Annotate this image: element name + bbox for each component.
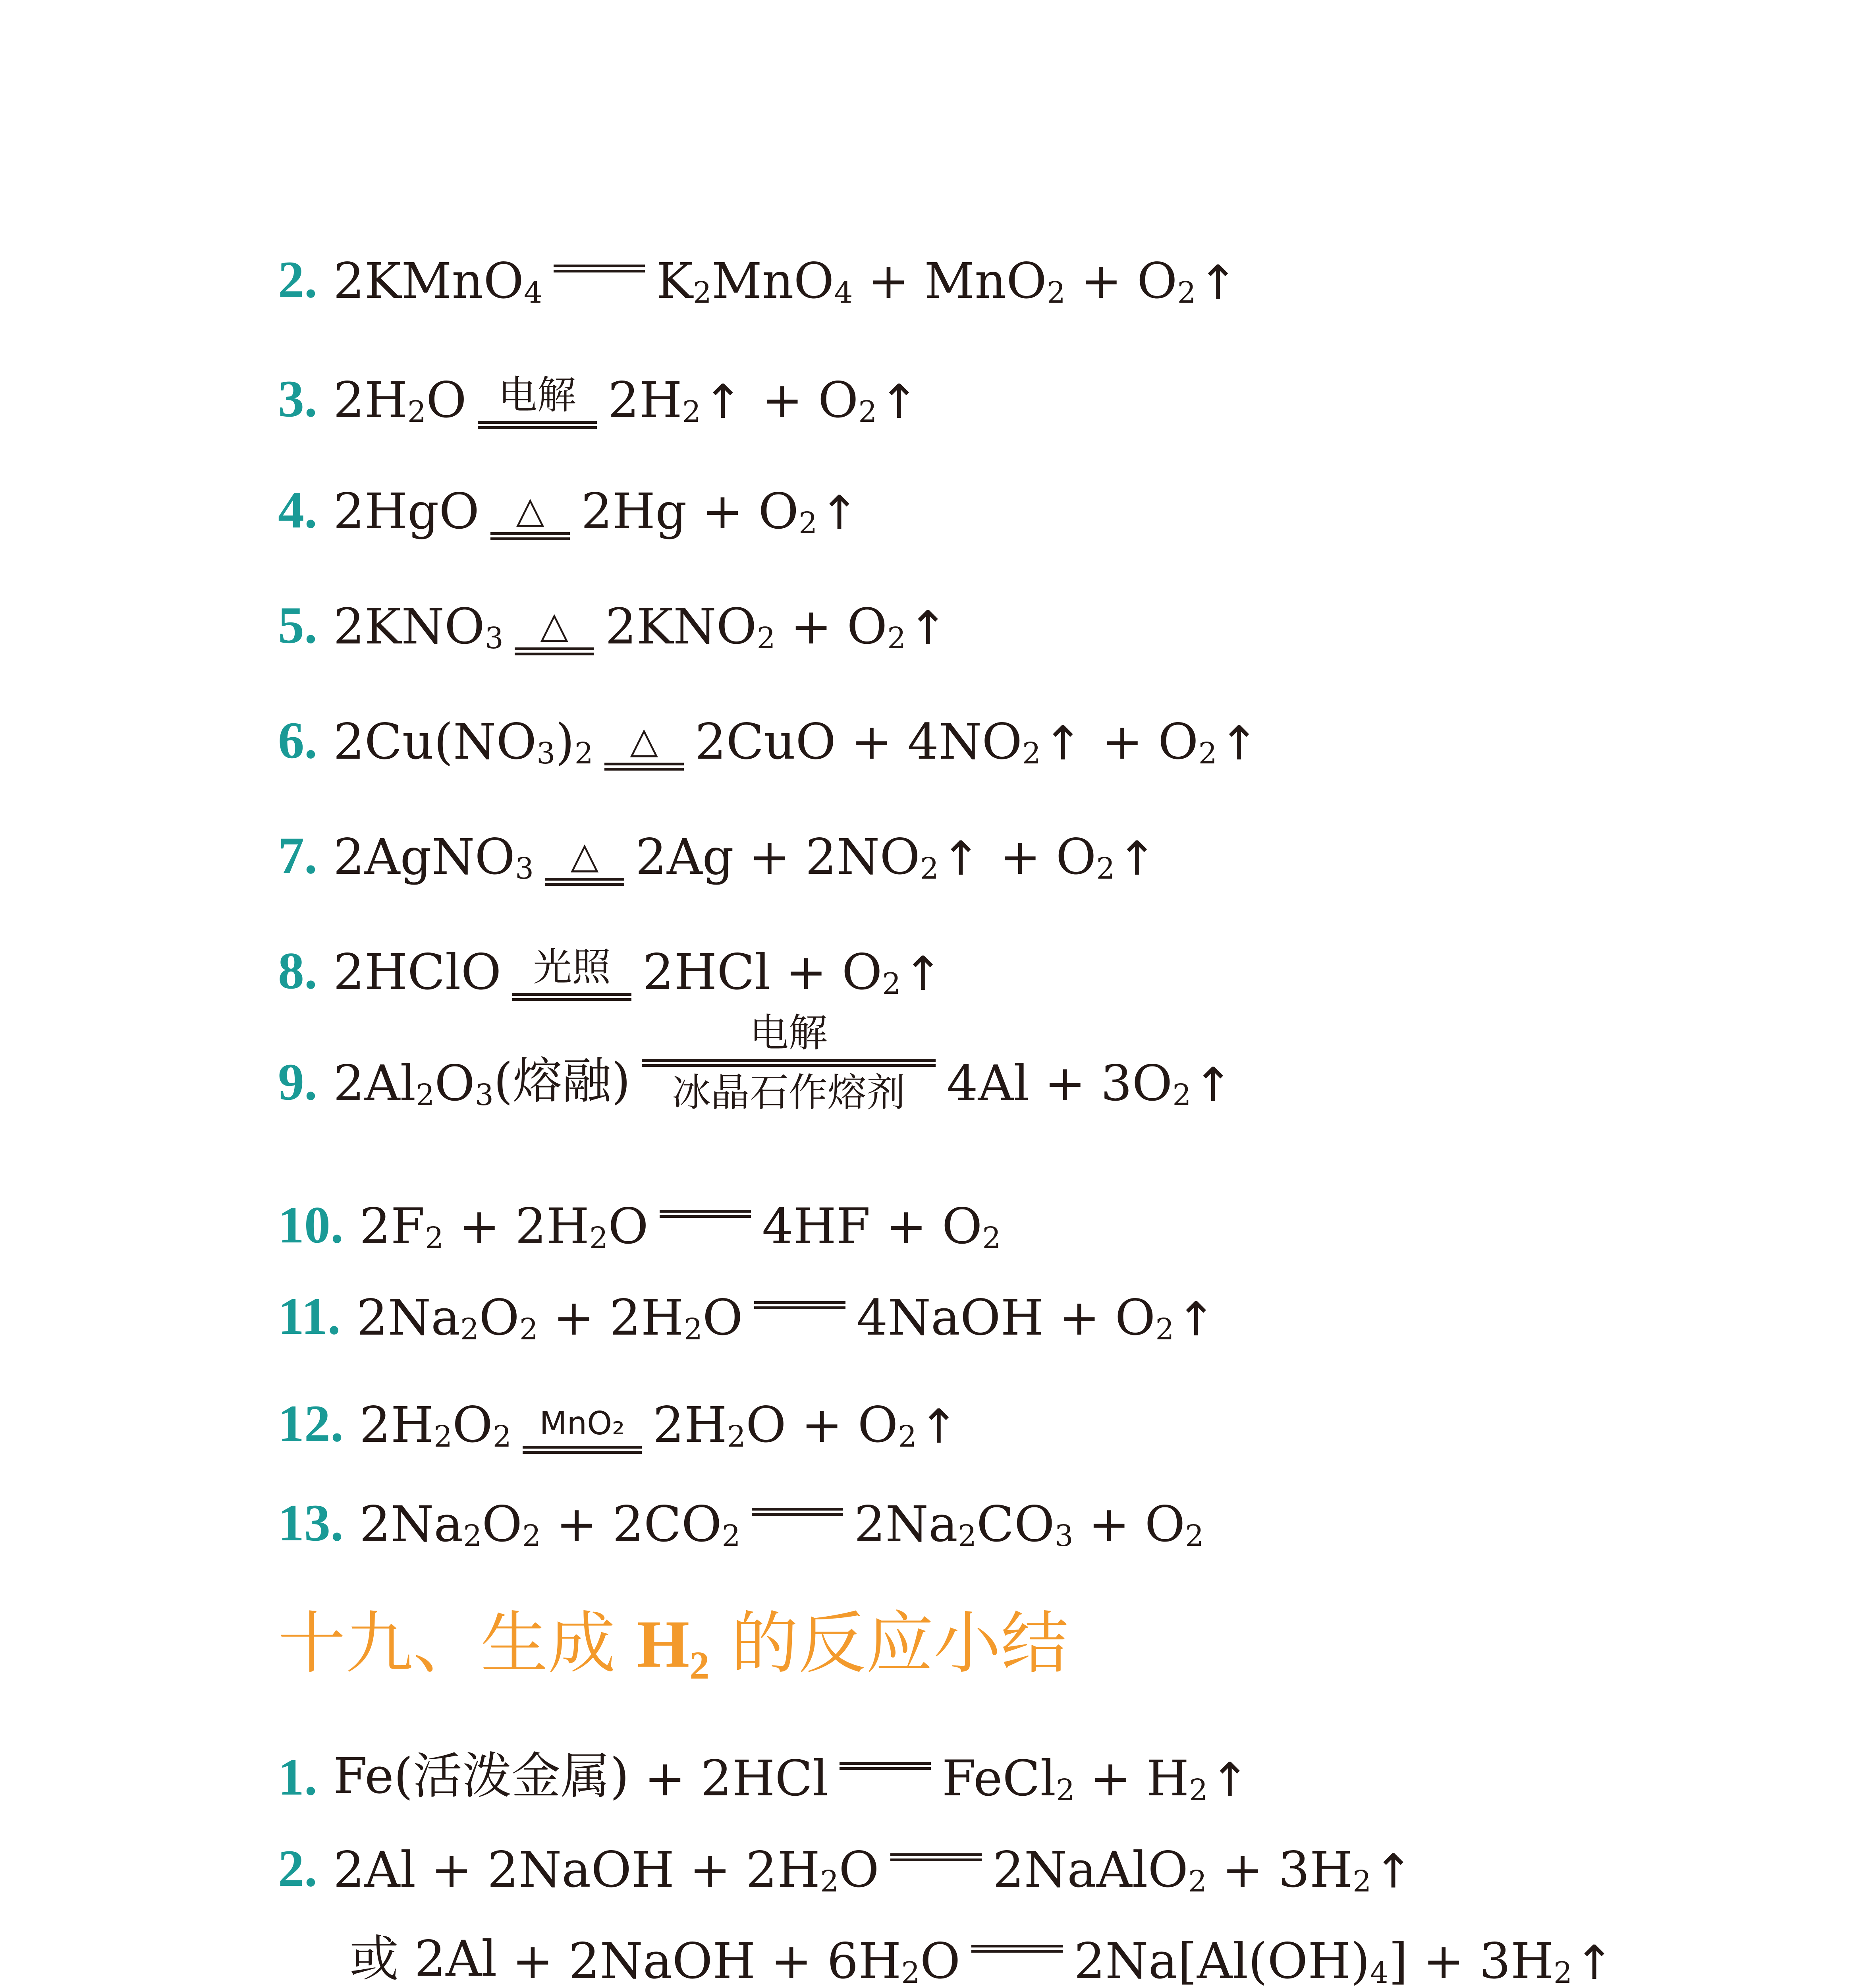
formula-text: O — [857, 1397, 898, 1454]
formula-text: 2H — [333, 372, 408, 429]
plus-sign: + — [1088, 1496, 1130, 1553]
equation-number: 2. — [278, 1839, 317, 1897]
subscript: 2 — [982, 1221, 1001, 1255]
reaction-condition: 电解 — [498, 373, 576, 418]
formula-text: 2Na[Al(OH) — [1074, 1933, 1370, 1986]
subscript: 2 — [1189, 1773, 1208, 1807]
equation-number: 5. — [278, 596, 317, 654]
equation-number: 11. — [278, 1287, 341, 1345]
gas-arrow-icon: ↑ — [908, 601, 948, 655]
section-heading-h2 — [278, 1589, 1068, 1688]
subscript: 2 — [1096, 852, 1115, 886]
formula-text: FeCl — [942, 1750, 1056, 1807]
subscript: 2 — [683, 1312, 703, 1347]
formula-text: O — [479, 1289, 519, 1347]
formula-text: ) — [555, 713, 575, 771]
reaction-sign — [554, 265, 645, 272]
gas-arrow-icon: ↑ — [1117, 831, 1157, 886]
gas-arrow-icon: ↑ — [1374, 1844, 1413, 1899]
equation-number: 9. — [278, 1053, 317, 1111]
formula-text: MnO — [711, 253, 834, 310]
formula-text: O — [1056, 829, 1096, 886]
reaction-sign — [512, 945, 631, 1001]
gas-arrow-icon: ↑ — [703, 374, 743, 429]
subscript: 2 — [522, 1519, 541, 1553]
equals-bars — [515, 647, 594, 655]
subscript: 2 — [1155, 1312, 1174, 1347]
equation-number: 3. — [278, 369, 317, 428]
equation-line — [278, 1819, 1417, 1899]
plus-sign: + — [553, 1289, 594, 1347]
plus-sign: + — [512, 1933, 554, 1986]
formula-text: 4Al — [946, 1055, 1029, 1112]
equals-bars — [478, 421, 597, 429]
plus-sign: + — [749, 829, 790, 886]
plus-sign: + — [1080, 253, 1122, 310]
plus-sign: + — [556, 1496, 598, 1553]
equation-number: 12. — [278, 1394, 344, 1453]
gas-arrow-icon: ↑ — [1176, 1292, 1216, 1347]
formula-text: 4NO — [907, 713, 1023, 771]
heat-condition-icon: △ — [516, 489, 544, 531]
heading-formula-sub: 2 — [689, 1643, 710, 1687]
formula-text: O — [452, 1397, 493, 1454]
formula-text: 2H — [515, 1198, 589, 1255]
formula-text: 2NO — [805, 829, 920, 886]
gas-arrow-icon: ↑ — [1210, 1752, 1250, 1807]
formula-text: 2NaOH — [487, 1841, 675, 1899]
equation-line — [278, 1176, 1001, 1255]
plus-sign: + — [790, 598, 832, 655]
subscript: 2 — [887, 621, 906, 655]
formula-text: O — [482, 1496, 523, 1553]
subscript: 2 — [492, 1420, 511, 1454]
formula-text: O — [1115, 1289, 1156, 1347]
subscript: 2 — [898, 1420, 917, 1454]
formula-text: Fe(活泼金属) — [333, 1748, 629, 1805]
formula-text: O — [942, 1198, 982, 1255]
gas-arrow-icon: ↑ — [919, 1399, 959, 1454]
subscript: 2 — [727, 1420, 746, 1454]
reaction-sign — [642, 1010, 936, 1115]
gas-arrow-icon: ↑ — [820, 485, 859, 540]
formula-text: 2Na — [356, 1289, 461, 1347]
subscript: 4 — [524, 276, 543, 310]
plus-sign: + — [999, 829, 1041, 886]
gas-arrow-icon: ↑ — [1043, 716, 1083, 771]
subscript: 2 — [882, 967, 901, 1001]
formula-text: CO — [977, 1496, 1055, 1553]
formula-text: 2KNO — [605, 598, 757, 655]
formula-text: 3H — [1278, 1841, 1353, 1899]
plus-sign: + — [1044, 1055, 1086, 1112]
reaction-sign — [604, 719, 684, 771]
heading-suffix: 的反应小结 — [709, 1604, 1069, 1683]
equals-bars — [490, 532, 570, 540]
equation-number: 4. — [278, 481, 317, 539]
equation-line — [278, 1728, 1253, 1807]
reaction-sign — [545, 834, 624, 886]
formula-text: 3O — [1100, 1055, 1173, 1112]
heat-condition-icon: △ — [570, 834, 599, 877]
reaction-sign — [971, 1945, 1063, 1953]
formula-text: 2Na — [359, 1496, 463, 1553]
heading-formula: H — [637, 1607, 690, 1681]
formula-text: O — [920, 1933, 961, 1986]
equals-bars — [512, 993, 631, 1001]
subscript: 2 — [901, 1956, 920, 1986]
formula-text: O — [841, 944, 882, 1001]
formula-text: 2HCl — [643, 944, 770, 1001]
equals-bars — [523, 1446, 642, 1454]
formula-text: 2H — [652, 1397, 727, 1454]
plus-sign: + — [1423, 1933, 1465, 1986]
equals-bars — [642, 1059, 936, 1067]
subscript: 2 — [416, 1078, 435, 1112]
equation-line — [278, 1010, 1237, 1115]
plus-sign: + — [644, 1750, 686, 1807]
subscript: 3 — [537, 736, 556, 771]
subscript: 2 — [1188, 1864, 1207, 1899]
formula-text: O — [434, 1055, 475, 1112]
formula-text: 4NaOH — [856, 1289, 1044, 1347]
formula-text: O — [847, 598, 888, 655]
formula-text: 2H — [608, 372, 682, 429]
formula-text: 2KMnO — [333, 253, 524, 310]
equation-number: 2. — [278, 250, 317, 309]
plus-sign: + — [1090, 1750, 1131, 1807]
formula-text: O — [839, 1841, 879, 1899]
subscript: 2 — [858, 395, 877, 429]
subscript: 2 — [799, 506, 818, 540]
equation-line — [278, 461, 863, 540]
reaction-sign — [490, 489, 570, 540]
plus-sign: + — [431, 1841, 473, 1899]
equals-bars — [971, 1945, 1063, 1953]
plus-sign: + — [885, 1198, 927, 1255]
formula-text: 4HF — [762, 1198, 870, 1255]
formula-text: MnO — [924, 253, 1047, 310]
equals-bars — [554, 265, 645, 272]
subscript: 2 — [757, 621, 776, 655]
reaction-sign — [840, 1762, 931, 1770]
equation-number: 7. — [278, 826, 317, 885]
subscript: 2 — [519, 1312, 538, 1347]
plus-sign: + — [459, 1198, 500, 1255]
equals-bars — [660, 1210, 751, 1218]
formula-text: 或 2Al — [349, 1930, 497, 1986]
subscript: 3 — [475, 1078, 494, 1112]
subscript: 2 — [1022, 736, 1041, 771]
plus-sign: + — [801, 1397, 843, 1454]
formula-text: 3H — [1479, 1933, 1554, 1986]
subscript: 2 — [434, 1420, 453, 1454]
formula-text: O — [746, 1397, 786, 1454]
formula-text: O — [426, 372, 467, 429]
formula-text: O — [1158, 713, 1199, 771]
subscript: 3 — [515, 852, 534, 886]
subscript: 2 — [1046, 276, 1065, 310]
formula-text: 2Ag — [635, 829, 734, 886]
formula-text: O — [818, 372, 859, 429]
reaction-condition: 光照 — [533, 945, 611, 990]
reaction-sign — [754, 1301, 845, 1309]
equals-bars — [754, 1301, 845, 1309]
equation-line — [278, 576, 952, 655]
gas-arrow-icon: ↑ — [941, 831, 980, 886]
formula-text: O — [1137, 253, 1177, 310]
formula-text: 2Al — [333, 1841, 416, 1899]
formula-text: 2HClO — [333, 944, 502, 1001]
plus-sign: + — [702, 483, 743, 540]
formula-text: H — [1146, 1750, 1189, 1807]
subscript: 2 — [1554, 1956, 1573, 1986]
subscript: 4 — [1370, 1956, 1389, 1986]
gas-arrow-icon: ↑ — [1193, 1057, 1233, 1112]
formula-text: (熔融) — [493, 1053, 631, 1110]
formula-text: ] — [1388, 1933, 1408, 1986]
formula-text: 2KNO — [333, 598, 485, 655]
equation-number: 1. — [278, 1748, 317, 1806]
plus-sign: + — [851, 713, 892, 771]
equals-bars — [890, 1853, 982, 1861]
subscript: 2 — [589, 1221, 608, 1255]
equation-line — [278, 806, 1160, 886]
gas-arrow-icon: ↑ — [879, 374, 919, 429]
subscript: 2 — [682, 395, 701, 429]
plus-sign: + — [868, 253, 909, 310]
gas-arrow-icon: ↑ — [903, 946, 943, 1001]
equation-number: 10. — [278, 1196, 344, 1254]
formula-text: O — [758, 483, 799, 540]
formula-text: 2HgO — [333, 483, 480, 540]
equation-line — [278, 1374, 962, 1454]
subscript: 2 — [463, 1519, 482, 1553]
subscript: 2 — [1177, 276, 1196, 310]
subscript: 4 — [834, 276, 853, 310]
subscript: 2 — [407, 395, 427, 429]
formula-text: O — [608, 1198, 648, 1255]
formula-text: 2HCl — [701, 1750, 828, 1807]
subscript: 2 — [574, 736, 593, 771]
subscript: 2 — [1056, 1773, 1075, 1807]
reaction-sign — [515, 604, 594, 655]
reaction-sign — [752, 1508, 843, 1516]
subscript: 2 — [820, 1864, 839, 1899]
formula-text: 2H — [609, 1289, 684, 1347]
gas-arrow-icon: ↑ — [1198, 255, 1238, 310]
formula-text: 2H — [746, 1841, 820, 1899]
subscript: 2 — [920, 852, 939, 886]
plus-sign: + — [689, 1841, 731, 1899]
formula-text: 2F — [359, 1198, 425, 1255]
reaction-condition-below: 冰晶石作熔剂 — [672, 1070, 905, 1115]
plus-sign: + — [785, 944, 827, 1001]
subscript: 2 — [425, 1221, 444, 1255]
subscript: 2 — [1353, 1864, 1372, 1899]
plus-sign: + — [1058, 1289, 1100, 1347]
equation-number: 6. — [278, 711, 317, 769]
reaction-sign — [478, 373, 597, 429]
reaction-condition: 电解 — [749, 1010, 828, 1056]
equals-bars — [604, 763, 684, 771]
equation-line — [278, 230, 1241, 310]
formula-text: 2CuO — [695, 713, 836, 771]
equals-bars — [752, 1508, 843, 1516]
subscript: 2 — [693, 276, 712, 310]
subscript: 2 — [1185, 1519, 1204, 1553]
subscript: 2 — [1172, 1078, 1191, 1112]
gas-arrow-icon: ↑ — [1575, 1935, 1614, 1986]
formula-text: 2NaAlO — [992, 1841, 1189, 1899]
formula-text: 2Al — [333, 1055, 416, 1112]
subscript: 3 — [1054, 1519, 1073, 1553]
subscript: 2 — [460, 1312, 479, 1347]
formula-text: 2CO — [612, 1496, 722, 1553]
equals-bars — [545, 878, 624, 886]
formula-text: O — [1145, 1496, 1185, 1553]
subscript: 2 — [957, 1519, 977, 1553]
plus-sign: + — [761, 372, 803, 429]
equation-number: 13. — [278, 1493, 344, 1552]
formula-text: 2NaOH — [568, 1933, 756, 1986]
subscript: 3 — [484, 621, 504, 655]
gas-arrow-icon: ↑ — [1219, 716, 1259, 771]
equation-line — [278, 922, 946, 1001]
formula-text: 2Hg — [581, 483, 687, 540]
formula-text: 2AgNO — [333, 829, 515, 886]
equation-line — [278, 691, 1263, 771]
equals-bars — [840, 1762, 931, 1770]
equation-line — [349, 1911, 1618, 1986]
formula-text: O — [702, 1289, 743, 1347]
formula-text: 6H — [827, 1933, 901, 1986]
reaction-sign — [523, 1405, 642, 1454]
formula-text: 2H — [359, 1397, 434, 1454]
equation-number: 8. — [278, 941, 317, 1000]
formula-text: 2Na — [854, 1496, 958, 1553]
formula-text: K — [656, 253, 693, 310]
formula-text: 2Cu(NO — [333, 713, 537, 771]
equation-line — [278, 1474, 1204, 1553]
reaction-condition: MnO₂ — [539, 1405, 625, 1442]
heat-condition-icon: △ — [630, 719, 658, 761]
equation-line — [278, 1267, 1220, 1347]
reaction-sign — [890, 1853, 982, 1861]
heading-prefix: 十九、生成 — [278, 1604, 637, 1683]
reaction-sign — [660, 1210, 751, 1218]
plus-sign: + — [770, 1933, 812, 1986]
heat-condition-icon: △ — [540, 604, 569, 646]
plus-sign: + — [1101, 713, 1143, 771]
subscript: 2 — [1198, 736, 1217, 771]
equation-line — [278, 350, 923, 429]
plus-sign: + — [1222, 1841, 1264, 1899]
subscript: 2 — [722, 1519, 741, 1553]
